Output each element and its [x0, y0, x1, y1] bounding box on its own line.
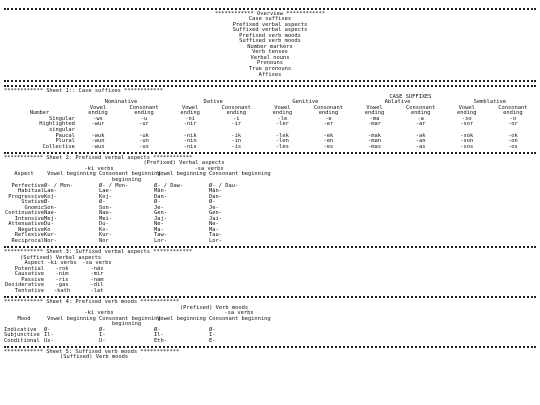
- separator: [4, 245, 536, 251]
- table-cell: Ø-: [44, 199, 51, 206]
- overview-item: Number markers: [247, 43, 293, 50]
- case-header: Genitive: [292, 99, 319, 106]
- table-cell: -us: [139, 143, 149, 150]
- table-cell: Du-: [44, 221, 54, 228]
- table-cell: Taw-: [154, 232, 167, 239]
- table-cell: -wun: [91, 138, 105, 145]
- table-cell: -kath: [53, 287, 71, 294]
- table-cell: Ma-: [209, 226, 219, 233]
- table-cell: Jai-: [209, 215, 222, 222]
- table-cell: Ma-: [154, 226, 164, 233]
- table-cell: Koj-: [44, 193, 57, 200]
- table-cell: Lae-: [99, 188, 112, 195]
- table-cell: Il-: [154, 332, 164, 339]
- table-cell: -nin: [183, 138, 197, 145]
- table-cell: -dil: [90, 282, 104, 289]
- table-cell: -lat: [90, 287, 104, 294]
- row-label: Attenuative: [8, 221, 44, 228]
- table-cell: -an: [415, 138, 426, 145]
- table-cell: -sok: [460, 132, 474, 139]
- row-label: Collective: [42, 143, 75, 150]
- sub-header-extra: beginning: [111, 321, 142, 328]
- table-cell: Nae-: [44, 210, 57, 217]
- overview-item: Verb tenses: [252, 49, 288, 56]
- table-cell: I-: [99, 332, 106, 339]
- sub-header: ending: [134, 110, 154, 117]
- overview-item: Suffixed verbal aspects: [232, 27, 308, 34]
- sub-header: Vowel: [89, 104, 107, 111]
- table-cell: -as: [415, 143, 426, 150]
- table-cell: -wuk: [91, 132, 105, 139]
- overview-item: Prefixed verb moods: [239, 32, 301, 39]
- row-label: Passive: [21, 276, 44, 283]
- table-cell: Us-: [44, 337, 54, 344]
- row-label: Gnomic: [24, 204, 44, 211]
- table-cell: Lor-: [209, 237, 222, 244]
- table-cell: Il-: [44, 332, 54, 339]
- row-label: Progressive: [8, 193, 44, 200]
- overview-item: Pronouns: [257, 60, 283, 67]
- row-label: Causative: [14, 271, 44, 278]
- sub-header: ending: [180, 110, 200, 117]
- table-cell: Du-: [99, 221, 109, 228]
- sub-header: Vowel beginning: [157, 171, 206, 178]
- table-cell: Mej-: [44, 215, 57, 222]
- table-cell: Ø-: [99, 326, 106, 333]
- table-cell: -ak: [415, 132, 426, 139]
- sub-header: Vowel beginning: [47, 171, 96, 178]
- table-cell: -ws: [93, 115, 103, 122]
- table-cell: Män-: [209, 188, 222, 195]
- case-header: Ablative: [384, 99, 411, 106]
- table-cell: Kur-: [44, 232, 57, 239]
- table-cell: I-: [209, 332, 216, 339]
- row-label: Desiderative: [5, 282, 44, 289]
- number-header: Number: [29, 110, 50, 117]
- sub-header: Consonant beginning: [99, 315, 161, 322]
- table-cell: -nim: [55, 271, 69, 278]
- sub-header: ending: [456, 110, 477, 117]
- sub-header: Consonant beginning: [99, 171, 161, 178]
- row-label: Negative: [18, 226, 44, 233]
- table-cell: Jaj-: [154, 215, 167, 222]
- group-sa-verbs: -sa verbs: [194, 165, 224, 172]
- case-header: Dative: [203, 99, 223, 106]
- table-cell: Ø-: [154, 326, 161, 333]
- column-header: -sa verbs: [82, 260, 112, 267]
- sub-header: ending: [88, 110, 108, 117]
- table-cell: -o: [509, 115, 517, 122]
- table-cell: -rok: [55, 265, 69, 272]
- table-cell: Dan-: [154, 193, 167, 200]
- table-cell: Lae-: [44, 188, 57, 195]
- sub-header: Consonant: [498, 104, 528, 111]
- table-cell: -un: [139, 138, 149, 145]
- table-cell: -sos: [460, 143, 474, 150]
- table-cell: -nik: [183, 132, 197, 139]
- case-header: Nominative: [104, 99, 138, 106]
- prefixed-aspects-table: [4, 160, 271, 244]
- table-cell: Je-: [209, 204, 219, 211]
- sub-header: Consonant beginning: [209, 315, 271, 322]
- table-cell: Nor-: [44, 237, 57, 244]
- sub-header: ending: [226, 110, 246, 117]
- table-cell: -in: [231, 138, 242, 145]
- table-cell: -en: [323, 138, 334, 145]
- sub-header: ending: [503, 110, 523, 117]
- overview-title: ************ Overview ************: [214, 10, 326, 17]
- table-cell: -mak: [368, 132, 382, 139]
- table-cell: Ø- / Mon-: [99, 182, 129, 189]
- table-cell: Ne-: [154, 221, 164, 228]
- row-label: Potential: [14, 265, 44, 272]
- table-cell: -os: [508, 143, 518, 150]
- table-cell: -so: [461, 115, 472, 122]
- row-label: Continuative: [5, 210, 44, 217]
- table-cell: -näs: [90, 265, 104, 272]
- table-cell: Ø- / Dau-: [209, 182, 239, 189]
- sub-header: Consonant: [406, 104, 436, 111]
- table-cell: Ø- / Mon-: [44, 182, 74, 189]
- sub-header: Consonant: [129, 104, 159, 111]
- table-cell: Ø-: [209, 326, 216, 333]
- sub-header: ending: [410, 110, 431, 117]
- mood-header: Mood: [17, 315, 31, 322]
- table-cell: -ik: [231, 132, 242, 139]
- table-cell: -ek: [323, 132, 334, 139]
- table-cell: -ler: [275, 121, 289, 128]
- table-cell: Ø-: [99, 199, 106, 206]
- row-label: Plural: [55, 138, 75, 145]
- sub-header: Vowel: [366, 104, 383, 111]
- table-cell: -man: [368, 138, 382, 145]
- table-cell: Ø-: [154, 199, 161, 206]
- table-cell: Ø-: [209, 199, 216, 206]
- document-page: [4, 6, 536, 361]
- sub-header: Consonant: [221, 104, 251, 111]
- table-cell: Kur-: [99, 232, 112, 239]
- case-header: Semblative: [473, 99, 507, 106]
- overview-item: Suffixed verb moods: [239, 38, 301, 45]
- table-cell: -ris: [55, 276, 69, 283]
- row-label: Perfective: [11, 182, 44, 189]
- column-header: Aspect: [24, 260, 44, 267]
- sheet3-title: ************ Sheet 3: Suffixed verbal aspects ************: [4, 249, 193, 256]
- sub-header: Vowel: [182, 104, 199, 111]
- row-label: Conditional: [4, 337, 40, 344]
- sub-header-extra: beginning: [111, 176, 142, 183]
- table-cell: -on: [508, 138, 518, 145]
- table-cell: -mir: [90, 271, 104, 278]
- table-cell: -lek: [275, 132, 289, 139]
- table-cell: Gen-: [154, 210, 167, 217]
- table-cell: -i: [233, 115, 240, 122]
- table-cell: -son: [460, 138, 474, 145]
- row-label: Highlighted: [39, 121, 75, 128]
- table-cell: -ni: [185, 115, 196, 122]
- table-cell: -wus: [91, 143, 105, 150]
- table-cell: -a: [417, 115, 424, 122]
- sub-header: Vowel: [458, 104, 475, 111]
- table-cell: Eth-: [154, 337, 167, 344]
- table-cell: E-: [209, 337, 216, 344]
- overview-item: True pronouns: [248, 66, 292, 73]
- sub-header: ending: [364, 110, 385, 117]
- row-label: singular: [48, 127, 75, 134]
- sub-header: ending: [272, 110, 293, 117]
- sub-header: Vowel beginning: [157, 315, 206, 322]
- separator: [4, 150, 536, 156]
- overview-item: Verbal nouns: [250, 54, 290, 61]
- table-cell: -uk: [139, 132, 149, 139]
- sub-header: Vowel beginning: [47, 315, 96, 322]
- group-ki-verbs: -ki verbs: [84, 310, 114, 317]
- table-cell: Ne-: [209, 221, 219, 228]
- sheet4-title: ************ Sheet 4: Prefixed verb moods ************: [4, 298, 180, 305]
- table-cell: -nam: [90, 276, 104, 283]
- table-cell: Nor: [99, 237, 109, 244]
- row-label: Tentative: [14, 287, 44, 294]
- row-label: Stative: [21, 199, 44, 206]
- table-cell: Je-: [154, 204, 164, 211]
- table-cell: -les: [275, 143, 289, 150]
- table-cell: -nir: [183, 121, 197, 128]
- table-cell: -gas: [55, 282, 69, 289]
- table-cell: -is: [231, 143, 242, 150]
- table-group-header: (Prefixed) Verb moods: [179, 304, 249, 311]
- group-ki-verbs: -ki verbs: [84, 165, 114, 172]
- sheet1-title: ************ Sheet 1:: Case suffixes ************: [4, 88, 164, 95]
- table-cell: U-: [99, 337, 106, 344]
- sheet5-title: ************ Sheet 5: Suffixed verb moods ************: [4, 348, 180, 355]
- table-cell: -or: [508, 121, 518, 128]
- table-cell: -sor: [460, 121, 474, 128]
- table-cell: -er: [323, 121, 334, 128]
- row-label: Indicative: [4, 326, 37, 333]
- sheet2-title: ************ Sheet 2: Prefixed verbal aspects ************: [4, 154, 193, 161]
- separator: [4, 84, 536, 90]
- table-cell: Dan-: [209, 193, 222, 200]
- aspect-header: Aspect: [14, 171, 34, 178]
- row-label: Singular: [48, 115, 75, 122]
- sub-header: Vowel: [274, 104, 291, 111]
- row-label: Paucal: [55, 132, 75, 139]
- table-cell: Nae-: [99, 210, 112, 217]
- table-cell: Koj-: [99, 193, 112, 200]
- table-cell: Tau-: [209, 232, 222, 239]
- table-cell: -ma: [369, 115, 380, 122]
- overview-item: Case suffixes: [248, 16, 292, 23]
- table-cell: Män-: [154, 188, 167, 195]
- table-cell: Ø- / Daw-: [154, 182, 184, 189]
- table-group-header: (Prefixed) Verbal aspects: [143, 160, 225, 167]
- column-header: -ki verbs: [47, 260, 77, 267]
- suffixed-aspects-table: [4, 261, 114, 294]
- row-label: Habitual: [18, 188, 44, 195]
- table-cell: -mas: [368, 143, 382, 150]
- sub-header: Consonant beginning: [209, 171, 271, 178]
- table-cell: Ø-: [44, 326, 51, 333]
- prefixed-moods-table: [4, 304, 271, 345]
- table-cell: -nis: [183, 143, 197, 150]
- table-cell: -es: [323, 143, 334, 150]
- table-cell: -ir: [231, 121, 242, 128]
- overview-item: Prefixed verbal aspects: [232, 21, 308, 28]
- sheet5-group: (Suffixed) Verb moods: [60, 354, 129, 361]
- row-label: Reciprocal: [11, 237, 44, 244]
- table-cell: Gen-: [209, 210, 222, 217]
- table-cell: Mei-: [99, 215, 112, 222]
- overview-item: Affixes: [258, 71, 282, 78]
- separator: [4, 6, 536, 12]
- table-cell: -e: [325, 115, 332, 122]
- separator: [4, 294, 536, 300]
- table-cell: -u: [140, 115, 148, 122]
- table-cell: -ok: [508, 132, 518, 139]
- table-cell: Son-: [99, 204, 112, 211]
- separator: [4, 344, 536, 350]
- table-group-header: CASE SUFFIXES: [389, 93, 432, 100]
- table-cell: -wur: [91, 121, 105, 128]
- row-label: Subjunctive: [4, 332, 40, 339]
- row-label: Intensive: [14, 215, 44, 222]
- group-sa-verbs: -sa verbs: [224, 310, 254, 317]
- table-cell: -len: [275, 138, 289, 145]
- table-cell: Lor-: [154, 237, 167, 244]
- table-cell: -mar: [368, 121, 382, 128]
- table-cell: Son-: [44, 204, 57, 211]
- overview-list: [4, 17, 536, 78]
- case-suffixes-table: [4, 95, 536, 150]
- table-cell: -ar: [415, 121, 426, 128]
- sub-header: Consonant: [313, 104, 344, 111]
- table-cell: Ko: [44, 226, 51, 233]
- sheet3-group: (Suffixed) Verbal aspects: [20, 254, 102, 261]
- table-cell: -ur: [139, 121, 149, 128]
- sub-header: ending: [318, 110, 339, 117]
- row-label: Reflexive: [14, 232, 44, 239]
- table-cell: Ko-: [99, 226, 109, 233]
- table-cell: -le: [277, 115, 288, 122]
